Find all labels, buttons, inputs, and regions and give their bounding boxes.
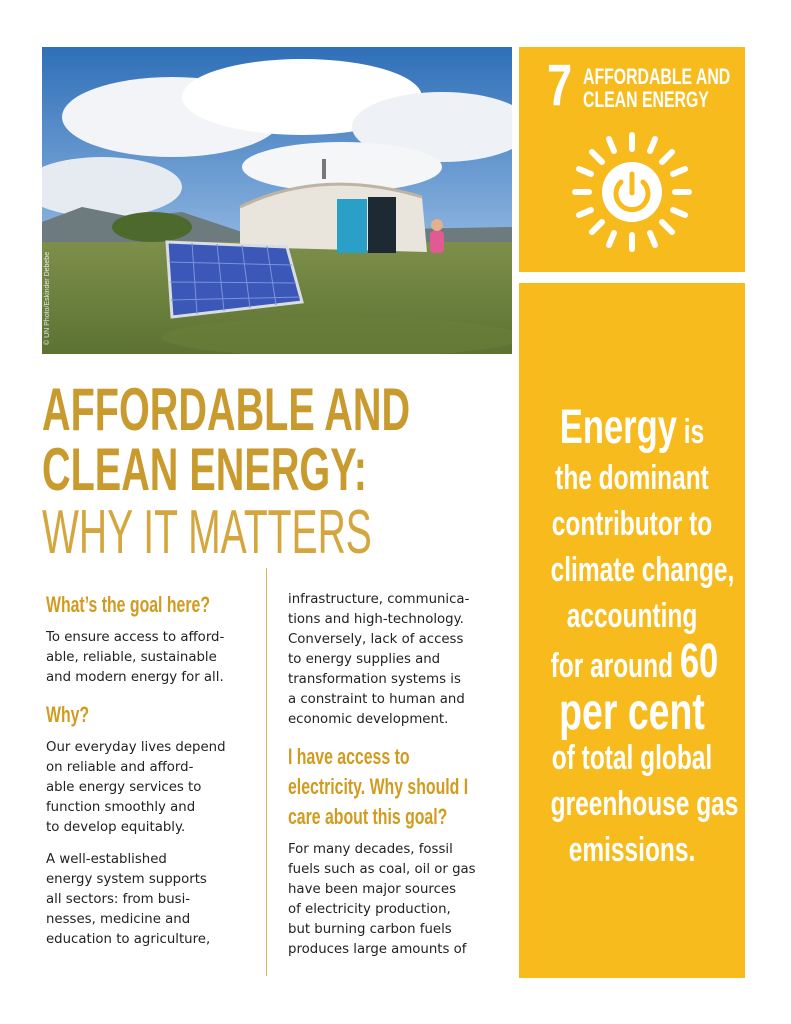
quote-line-6 — [550, 635, 719, 689]
quote-line-7: per cent — [559, 683, 705, 741]
text-column-2 — [288, 590, 500, 960]
para-infra-line: tions and high-technology. — [288, 612, 464, 627]
title-subtitle: WHY IT MATTERS — [42, 498, 372, 567]
title-line-1: AFFORDABLE AND — [42, 376, 411, 443]
energy-fact-panel — [519, 283, 745, 978]
para-why-line: on reliable and afford- — [46, 760, 194, 775]
para-infra-line: economic development. — [288, 712, 449, 727]
quote-line-8: of total global — [551, 739, 713, 777]
yurt-solar-panel-image — [42, 47, 512, 354]
heading-access: I have access to — [288, 744, 410, 769]
para-goal-line: and modern energy for all. — [46, 670, 224, 685]
quote-line-1 — [551, 401, 714, 455]
para-why-line: function smoothly and — [46, 800, 196, 815]
para-fossil-line: have been major sources — [288, 882, 457, 897]
quote-emphasis-energy: Energy — [559, 401, 677, 454]
energy-fact-text — [519, 401, 745, 873]
heading-goal: What’s the goal here? — [46, 592, 211, 617]
para-infra-line: transformation systems is — [288, 672, 461, 687]
quote-line-5: accounting — [566, 597, 698, 635]
quote-line-4: climate change, — [550, 551, 735, 589]
para-goal-line: To ensure access to afford- — [46, 630, 225, 645]
quote-line-9: greenhouse gas — [550, 785, 739, 823]
quote-line-3: contributor to — [551, 505, 713, 543]
quote-emphasis-60: 60 — [679, 635, 719, 688]
hero-photo — [42, 47, 512, 354]
page-title — [42, 376, 482, 567]
column-divider — [266, 568, 267, 976]
photo-credit: © UN Photo/Eskinder Debebe — [44, 251, 51, 345]
para-system-line: education to agriculture, — [46, 932, 211, 947]
goal-title-line2: CLEAN ENERGY — [583, 87, 709, 113]
para-goal-line: able, reliable, sustainable — [46, 650, 217, 665]
para-infra-line: a constraint to human and — [288, 692, 465, 707]
goal-title — [583, 65, 730, 111]
heading-access: care about this goal? — [288, 804, 448, 829]
para-why-line: to develop equitably. — [46, 820, 186, 835]
para-system-line: all sectors: from busi- — [46, 892, 191, 907]
power-sun-icon — [567, 127, 697, 257]
para-system-line: A well-established — [46, 852, 167, 867]
sdg-goal-tile — [519, 47, 745, 272]
para-fossil-line: For many decades, fossil — [288, 842, 453, 857]
goal-number: 7 — [547, 53, 573, 118]
para-system-line: energy system supports — [46, 872, 207, 887]
para-infra-line: Conversely, lack of access — [288, 632, 464, 647]
quote-line-2: the dominant — [555, 459, 709, 497]
para-why-line: Our everyday lives depend — [46, 740, 226, 755]
text-column-1 — [46, 590, 258, 950]
para-system-line: nesses, medicine and — [46, 912, 191, 927]
para-fossil-line: fuels such as coal, oil or gas — [288, 862, 476, 877]
para-fossil-line: produces large amounts of — [288, 942, 467, 957]
para-fossil-line: but burning carbon fuels — [288, 922, 452, 937]
para-fossil-line: of electricity production, — [288, 902, 451, 917]
heading-why: Why? — [46, 702, 90, 727]
para-infra-line: to energy supplies and — [288, 652, 441, 667]
quote-is: is — [676, 413, 705, 451]
goal-title-line1: AFFORDABLE AND — [583, 64, 731, 89]
heading-access: electricity. Why should I — [288, 774, 469, 799]
para-why-line: able energy services to — [46, 780, 202, 795]
quote-line-10: emissions. — [568, 831, 696, 869]
title-line-2: CLEAN ENERGY: — [42, 436, 367, 503]
para-infra-line: infrastructure, communica- — [288, 592, 470, 607]
quote-for-around: for around — [550, 647, 680, 685]
